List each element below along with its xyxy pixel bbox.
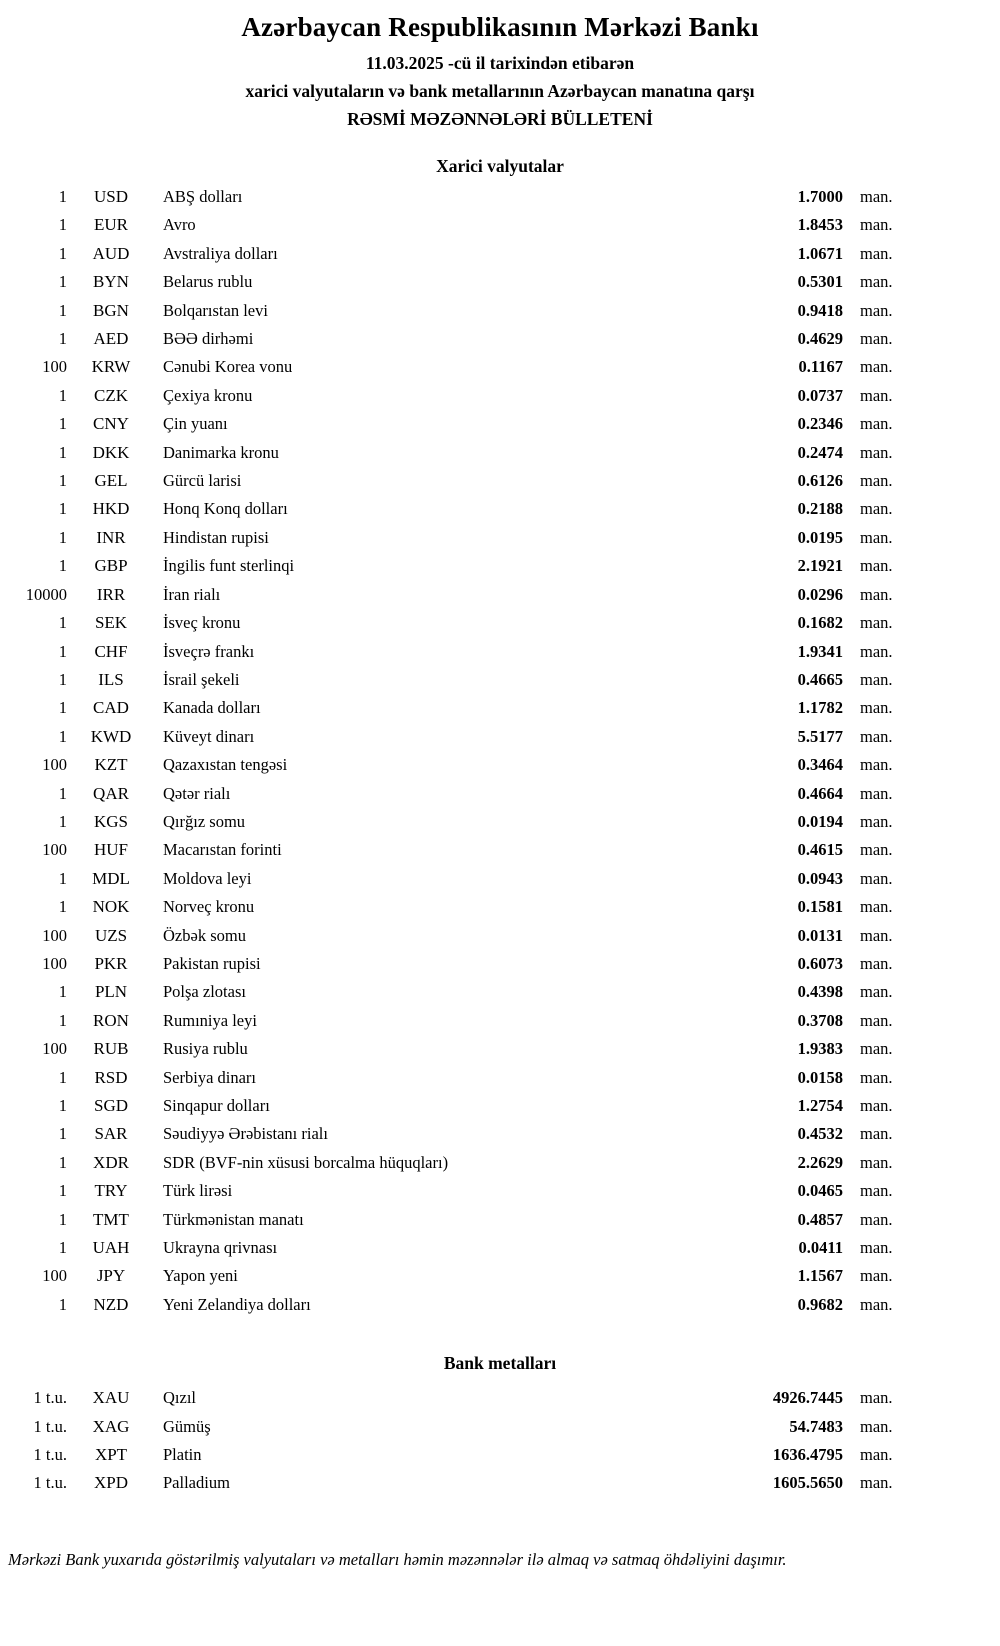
amount-cell: 1 t.u. xyxy=(33,1445,67,1465)
rate-value: 0.3464 xyxy=(797,755,843,775)
rate-value: 0.0296 xyxy=(797,584,843,604)
table-row xyxy=(25,1120,905,1148)
table-row xyxy=(25,1149,905,1177)
rate-unit: man. xyxy=(860,272,893,292)
currency-name: İsveçrə frankı xyxy=(163,641,255,661)
rate-value: 2.2629 xyxy=(797,1152,843,1172)
rate-unit: man. xyxy=(860,215,893,235)
currencies-section-title: Xarici valyutalar xyxy=(436,156,564,176)
currency-name: Yapon yeni xyxy=(163,1266,238,1286)
currency-name: Danimarka kronu xyxy=(163,442,279,462)
amount-cell: 100 xyxy=(42,953,67,973)
currency-code: PKR xyxy=(94,953,128,973)
currency-name: Qırğız somu xyxy=(163,811,246,831)
rate-value: 0.9418 xyxy=(797,300,843,320)
table-row xyxy=(25,638,905,666)
amount-cell: 1 xyxy=(58,499,67,519)
currency-code: EUR xyxy=(94,215,128,235)
rate-unit: man. xyxy=(860,1238,893,1258)
rate-value: 5.5177 xyxy=(797,726,843,746)
currency-name: Norveç kronu xyxy=(163,897,255,917)
amount-cell: 10000 xyxy=(25,584,67,604)
amount-cell: 1 xyxy=(58,698,67,718)
rate-value: 1.0671 xyxy=(797,243,843,263)
amount-cell: 1 xyxy=(58,187,67,206)
table-row xyxy=(25,353,905,381)
table-row xyxy=(25,240,905,268)
amount-cell: 1 xyxy=(58,1067,67,1087)
rate-value: 0.1167 xyxy=(798,357,843,377)
amount-cell: 100 xyxy=(42,1266,67,1286)
table-row xyxy=(25,1064,905,1092)
table-row xyxy=(25,1234,905,1262)
table-row xyxy=(25,808,905,836)
rate-unit: man. xyxy=(860,357,893,377)
rate-unit: man. xyxy=(860,1416,893,1436)
rate-value: 0.0411 xyxy=(798,1238,843,1258)
currency-code: BYN xyxy=(93,272,129,292)
rate-unit: man. xyxy=(860,783,893,803)
currency-code: ILS xyxy=(98,669,124,689)
currency-name: İran rialı xyxy=(163,584,221,604)
currency-name: Gümüş xyxy=(163,1416,211,1436)
currency-name: Səudiyyə Ərəbistanı rialı xyxy=(163,1124,328,1144)
currency-name: Özbək somu xyxy=(163,925,246,945)
currency-name: Ukrayna qrivnası xyxy=(163,1238,278,1258)
rate-value: 0.3708 xyxy=(797,1010,843,1030)
currency-code: AUD xyxy=(92,243,130,263)
currency-name: Qızıl xyxy=(163,1388,196,1408)
table-row xyxy=(25,552,905,580)
rate-value: 0.0943 xyxy=(797,868,843,888)
currency-name: Hindistan rupisi xyxy=(163,527,269,547)
table-row xyxy=(25,865,905,893)
table-row xyxy=(25,183,905,211)
amount-cell: 1 xyxy=(58,414,67,434)
table-row xyxy=(25,1413,905,1441)
amount-cell: 1 xyxy=(58,442,67,462)
currencies-table xyxy=(25,183,905,1319)
rate-value: 0.2474 xyxy=(797,442,843,462)
rate-unit: man. xyxy=(860,1039,893,1059)
rate-unit: man. xyxy=(860,755,893,775)
currency-code: XPD xyxy=(93,1473,128,1493)
table-row xyxy=(25,524,905,552)
rate-unit: man. xyxy=(860,329,893,349)
currency-name: Moldova leyi xyxy=(163,868,252,888)
rate-value: 4926.7445 xyxy=(772,1388,843,1408)
currency-code: HKD xyxy=(92,499,130,519)
rate-value: 0.4615 xyxy=(797,840,843,860)
currency-code: HUF xyxy=(93,840,128,860)
currency-code: NOK xyxy=(92,897,130,917)
rate-value: 0.0737 xyxy=(797,385,843,405)
currency-code: UZS xyxy=(94,925,128,945)
table-row xyxy=(25,1384,905,1412)
table-row xyxy=(25,410,905,438)
currency-name: Qətər rialı xyxy=(163,783,231,803)
rate-value: 0.4398 xyxy=(797,982,843,1002)
rate-value: 0.4665 xyxy=(797,669,843,689)
currency-name: Türk lirəsi xyxy=(163,1181,233,1201)
amount-cell: 1 t.u. xyxy=(33,1416,67,1436)
currency-code: RUB xyxy=(93,1039,129,1059)
table-row xyxy=(25,1441,905,1469)
metals-section-title: Bank metalları xyxy=(443,1353,557,1374)
currency-code: XDR xyxy=(93,1152,129,1172)
amount-cell: 1 xyxy=(58,385,67,405)
table-row xyxy=(25,268,905,296)
rate-value: 0.0194 xyxy=(797,811,843,831)
currency-code: USD xyxy=(93,187,128,206)
amount-cell: 1 xyxy=(58,613,67,633)
currency-name: Yeni Zelandiya dolları xyxy=(163,1294,311,1314)
rate-unit: man. xyxy=(860,1209,893,1229)
table-row xyxy=(25,893,905,921)
currency-code: RON xyxy=(93,1010,129,1030)
rate-value: 0.6126 xyxy=(797,471,843,491)
amount-cell: 1 xyxy=(58,471,67,491)
rate-value: 1.1567 xyxy=(797,1266,843,1286)
amount-cell: 100 xyxy=(42,755,67,775)
rate-unit: man. xyxy=(860,1266,893,1286)
currency-name: Sinqapur dolları xyxy=(163,1096,270,1115)
rate-value: 0.4664 xyxy=(797,783,843,803)
currency-name: Türkmənistan manatı xyxy=(163,1209,304,1229)
table-row xyxy=(25,836,905,864)
rate-unit: man. xyxy=(860,556,893,576)
amount-cell: 1 xyxy=(58,1010,67,1030)
table-row xyxy=(25,297,905,325)
rate-unit: man. xyxy=(860,953,893,973)
rate-value: 1605.5650 xyxy=(772,1473,843,1493)
disclaimer-text: Mərkəzi Bank yuxarıda göstərilmiş valyutaları və metalları həmin məzənnələr ilə almaq və satmaq öhdəliyini daşımır. xyxy=(8,1550,787,1569)
rate-unit: man. xyxy=(860,811,893,831)
currency-name: Macarıstan forinti xyxy=(163,840,282,860)
amount-cell: 1 xyxy=(58,641,67,661)
currency-name: Belarus rublu xyxy=(163,272,253,292)
currency-name: Çexiya kronu xyxy=(163,385,253,405)
rate-value: 1.7000 xyxy=(797,187,843,206)
rate-unit: man. xyxy=(860,840,893,860)
amount-cell: 1 t.u. xyxy=(33,1473,67,1493)
amount-cell: 100 xyxy=(42,840,67,860)
amount-cell: 1 xyxy=(58,1294,67,1314)
currency-code: XAG xyxy=(92,1416,130,1436)
currency-name: Gürcü larisi xyxy=(163,471,242,491)
rate-unit: man. xyxy=(860,613,893,633)
table-row xyxy=(25,1291,905,1319)
currency-name: Honq Konq dolları xyxy=(163,499,288,519)
currency-code: DKK xyxy=(92,442,130,462)
rate-value: 0.5301 xyxy=(797,272,843,292)
rate-unit: man. xyxy=(860,1010,893,1030)
rate-value: 0.0465 xyxy=(797,1181,843,1201)
table-row xyxy=(25,495,905,523)
amount-cell: 1 xyxy=(58,982,67,1002)
rate-value: 0.1581 xyxy=(797,897,843,917)
currency-code: KZT xyxy=(94,755,128,775)
amount-cell: 1 xyxy=(58,783,67,803)
currency-code: KRW xyxy=(91,357,131,377)
subject-line: xarici valyutaların və bank metallarının Azərbaycan manatına qarşı xyxy=(245,81,755,101)
currency-name: Rusiya rublu xyxy=(163,1039,248,1059)
rate-value: 0.4857 xyxy=(797,1209,843,1229)
currency-name: Rumıniya leyi xyxy=(163,1010,257,1030)
effective-date-line: 11.03.2025 -cü il tarixindən etibarən xyxy=(365,53,635,73)
amount-cell: 100 xyxy=(42,1039,67,1059)
currency-code: CNY xyxy=(93,414,129,434)
amount-cell: 1 xyxy=(58,527,67,547)
table-row xyxy=(25,211,905,239)
rate-unit: man. xyxy=(860,925,893,945)
table-row xyxy=(25,723,905,751)
amount-cell: 1 xyxy=(58,1152,67,1172)
amount-cell: 1 t.u. xyxy=(33,1388,67,1408)
rate-unit: man. xyxy=(860,897,893,917)
table-row xyxy=(25,439,905,467)
currency-name: ABŞ dolları xyxy=(163,187,243,206)
table-row xyxy=(25,1206,905,1234)
rate-value: 0.0195 xyxy=(797,527,843,547)
amount-cell: 1 xyxy=(58,1209,67,1229)
currency-name: Bolqarıstan levi xyxy=(163,300,268,320)
rate-unit: man. xyxy=(860,1067,893,1087)
table-row xyxy=(25,1177,905,1205)
table-row xyxy=(25,382,905,410)
table-row xyxy=(25,1035,905,1063)
currency-name: Avstraliya dolları xyxy=(163,243,278,263)
amount-cell: 1 xyxy=(58,726,67,746)
rate-value: 0.4629 xyxy=(797,329,843,349)
currency-code: SGD xyxy=(93,1096,128,1115)
currency-name: Kanada dolları xyxy=(163,698,261,718)
currency-code: XPT xyxy=(94,1445,128,1465)
rate-unit: man. xyxy=(860,527,893,547)
bulletin-title: RƏSMİ MƏZƏNNƏLƏRİ BÜLLETENİ xyxy=(347,109,653,129)
currency-code: SAR xyxy=(94,1124,128,1144)
rate-unit: man. xyxy=(860,1445,893,1465)
currency-code: CZK xyxy=(94,385,128,405)
rate-unit: man. xyxy=(860,414,893,434)
table-row xyxy=(25,922,905,950)
rate-unit: man. xyxy=(860,584,893,604)
currency-code: INR xyxy=(96,527,126,547)
currency-code: MDL xyxy=(92,868,130,888)
rate-unit: man. xyxy=(860,669,893,689)
amount-cell: 1 xyxy=(58,669,67,689)
rate-value: 1.2754 xyxy=(797,1096,843,1115)
metals-table xyxy=(25,1384,905,1498)
currency-code: SEK xyxy=(94,613,128,633)
currency-name: İsrail şekeli xyxy=(163,669,240,689)
currency-name: Küveyt dinarı xyxy=(163,726,255,746)
rate-unit: man. xyxy=(860,243,893,263)
rate-unit: man. xyxy=(860,698,893,718)
table-row xyxy=(25,581,905,609)
rate-unit: man. xyxy=(860,300,893,320)
table-row xyxy=(25,751,905,779)
rate-unit: man. xyxy=(860,641,893,661)
rate-value: 1636.4795 xyxy=(772,1445,843,1465)
rate-value: 1.9341 xyxy=(797,641,843,661)
rate-unit: man. xyxy=(860,499,893,519)
currency-code: BGN xyxy=(93,300,129,320)
table-row xyxy=(25,780,905,808)
currency-name: İsveç kronu xyxy=(163,613,241,633)
currency-code: CAD xyxy=(93,698,129,718)
rate-value: 0.0131 xyxy=(797,925,843,945)
currency-code: RSD xyxy=(94,1067,128,1087)
currency-code: KWD xyxy=(90,726,132,746)
rate-value: 2.1921 xyxy=(797,556,843,576)
table-row xyxy=(25,325,905,353)
rate-value: 0.2188 xyxy=(797,499,843,519)
rate-unit: man. xyxy=(860,385,893,405)
currency-code: GEL xyxy=(94,471,128,491)
currency-code: CHF xyxy=(94,641,128,661)
amount-cell: 1 xyxy=(58,1238,67,1258)
currency-code: JPY xyxy=(96,1266,126,1286)
currency-name: BƏƏ dirhəmi xyxy=(163,329,254,349)
table-row xyxy=(25,978,905,1006)
amount-cell: 100 xyxy=(42,925,67,945)
table-row xyxy=(25,1007,905,1035)
currency-code: PLN xyxy=(94,982,128,1002)
rate-value: 0.4532 xyxy=(797,1124,843,1144)
currency-code: QAR xyxy=(93,783,129,803)
amount-cell: 1 xyxy=(58,897,67,917)
rate-value: 0.9682 xyxy=(797,1294,843,1314)
currency-name: Cənubi Korea vonu xyxy=(163,357,293,377)
currency-code: AED xyxy=(93,329,129,349)
rate-unit: man. xyxy=(860,187,893,206)
amount-cell: 1 xyxy=(58,272,67,292)
rate-value: 0.0158 xyxy=(797,1067,843,1087)
amount-cell: 1 xyxy=(58,811,67,831)
currency-name: Palladium xyxy=(163,1473,230,1493)
amount-cell: 1 xyxy=(58,215,67,235)
rate-unit: man. xyxy=(860,1473,893,1493)
currency-name: Qazaxıstan tengəsi xyxy=(163,755,288,775)
table-row xyxy=(25,694,905,722)
table-row xyxy=(25,1092,905,1120)
table-row xyxy=(25,609,905,637)
rate-unit: man. xyxy=(860,442,893,462)
currency-code: KGS xyxy=(93,811,128,831)
rate-unit: man. xyxy=(860,471,893,491)
rate-value: 54.7483 xyxy=(789,1416,843,1436)
rate-unit: man. xyxy=(860,1096,893,1115)
table-row xyxy=(25,467,905,495)
bank-title: Azərbaycan Respublikasının Mərkəzi Bankı xyxy=(241,12,759,42)
amount-cell: 1 xyxy=(58,868,67,888)
rate-value: 1.9383 xyxy=(797,1039,843,1059)
table-row xyxy=(25,666,905,694)
amount-cell: 1 xyxy=(58,329,67,349)
currency-name: Platin xyxy=(163,1445,202,1465)
rate-value: 1.1782 xyxy=(797,698,843,718)
rate-unit: man. xyxy=(860,1152,893,1172)
rate-unit: man. xyxy=(860,726,893,746)
currency-code: IRR xyxy=(96,584,126,604)
rate-unit: man. xyxy=(860,1181,893,1201)
currency-name: Çin yuanı xyxy=(163,414,228,434)
rate-value: 1.8453 xyxy=(797,215,843,235)
currency-name: Serbiya dinarı xyxy=(163,1067,257,1087)
rate-unit: man. xyxy=(860,982,893,1002)
rate-value: 0.6073 xyxy=(797,953,843,973)
rate-value: 0.2346 xyxy=(797,414,843,434)
currency-code: XAU xyxy=(92,1388,130,1408)
rate-unit: man. xyxy=(860,1294,893,1314)
currency-name: Pakistan rupisi xyxy=(163,953,261,973)
currency-name: Avro xyxy=(163,215,196,235)
currency-code: UAH xyxy=(92,1238,130,1258)
rate-unit: man. xyxy=(860,868,893,888)
amount-cell: 1 xyxy=(58,1096,67,1115)
currency-name: SDR (BVF-nin xüsusi borcalma hüquqları) xyxy=(163,1152,449,1172)
table-row xyxy=(25,1262,905,1290)
rate-unit: man. xyxy=(860,1388,893,1408)
currency-code: GBP xyxy=(94,556,128,576)
rate-value: 0.1682 xyxy=(797,613,843,633)
amount-cell: 1 xyxy=(58,1124,67,1144)
currency-name: İngilis funt sterlinqi xyxy=(163,556,295,576)
amount-cell: 1 xyxy=(58,300,67,320)
amount-cell: 100 xyxy=(42,357,67,377)
amount-cell: 1 xyxy=(58,556,67,576)
currency-code: TMT xyxy=(93,1209,129,1229)
amount-cell: 1 xyxy=(58,243,67,263)
table-row xyxy=(25,950,905,978)
currency-code: NZD xyxy=(93,1294,129,1314)
rate-unit: man. xyxy=(860,1124,893,1144)
amount-cell: 1 xyxy=(58,1181,67,1201)
currency-code: TRY xyxy=(94,1181,128,1201)
table-row xyxy=(25,1469,905,1497)
currency-name: Polşa zlotası xyxy=(163,982,246,1002)
